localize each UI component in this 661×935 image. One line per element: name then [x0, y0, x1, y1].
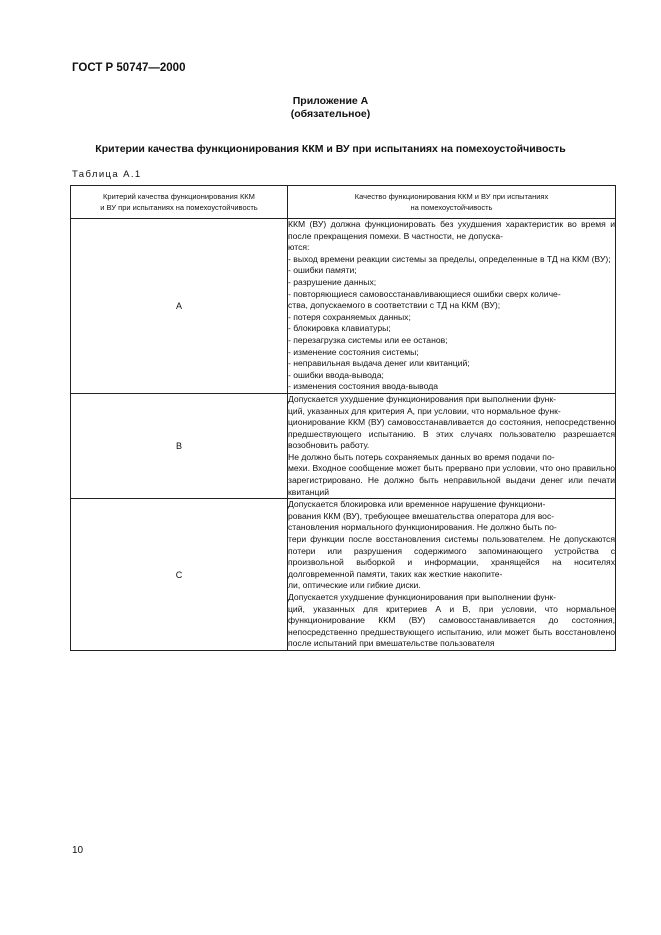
- annex-heading: [0, 95, 661, 121]
- table-label: Таблица А.1: [72, 169, 142, 180]
- table-row: [71, 499, 616, 651]
- table-row: [71, 393, 616, 498]
- description-text: Допускается ухудшение функционирования при выполнении функ- ций, указанных для критерия А, при условии, что нормальное функ- ционирование ККМ (ВУ) самовосстанавливается до состояния, непосредственно предшествующего испытанию. В этих случаях пользователю разрешается возобновить работу. Не должно быть потерь сохраняемых данных во время подачи по- мехи. Входное сообщение может быть прервано при условии, что оно правильно зарегистрировано. Не должно быть неправильной выдачи денег или печати квитанций: [288, 393, 615, 497]
- criteria-table: [70, 185, 616, 651]
- page-number: 10: [72, 845, 84, 856]
- criterion-cell: А: [71, 219, 288, 394]
- table-row: [71, 219, 616, 394]
- header-criterion: Критерий качества функционирования ККМ и ВУ при испытаниях на помехоустойчивость: [71, 186, 288, 219]
- header-quality: Качество функционирования ККМ и ВУ при испытаниях на помехоустойчивость: [288, 186, 616, 219]
- description-cell: [288, 499, 616, 651]
- table-header-row: [71, 186, 616, 219]
- standard-id: ГОСТ Р 50747—2000: [72, 62, 186, 74]
- annex-title: Приложение А: [292, 95, 369, 107]
- criterion-cell: С: [71, 499, 288, 651]
- description-cell: [288, 219, 616, 394]
- document-title: Критерии качества функционирования ККМ и ВУ при испытаниях на помехоустойчивость: [95, 143, 566, 155]
- annex-status: (обязательное): [290, 108, 371, 120]
- description-cell: [288, 393, 616, 498]
- description-text: ККМ (ВУ) должна функционировать без ухудшения характеристик во время и после прекращения помехи. В частности, не допуска- ются: - выход времени реакции системы за пределы, определенные в ТД на ККМ (ВУ); - ошибки памяти; - разрушение данных; - повторяющиеся самовосстанавливающиеся ошибки сверх количе- ства, допускаемого в соответствии с ТД на ККМ (ВУ); - потеря сохраняемых данных; - блокировка клавиатуры; - перезагрузка системы или ее останов; - изменение состояния системы; - неправильная выдача денег или квитанций; - ошибки ввода-вывода; - изменения состояния ввода-вывода: [288, 219, 615, 392]
- criterion-cell: В: [71, 393, 288, 498]
- description-text: Допускается блокировка или временное нарушение функциони- рования ККМ (ВУ), требующее вмешательства оператора для вос- становления нормального функционирования. Не должно быть по- тери функции после восстановления системы пользователем. Не допускаются потери или разрушения содержимого запоминающего устройства с произвольной выборкой и информации, хранящейся на носителях долговременной памяти, таких как жесткие накопите- ли, оптические или гибкие диски. Допускается ухудшение функционирования при выполнении функ- ций, указанных для критериев А и В, при условии, что нормальное функционирование ККМ (ВУ) самовосстанавливается до состояния, непосредственно предшествующего испытанию, или может быть восстановлено после испытаний при вмешательстве пользователя: [288, 499, 615, 649]
